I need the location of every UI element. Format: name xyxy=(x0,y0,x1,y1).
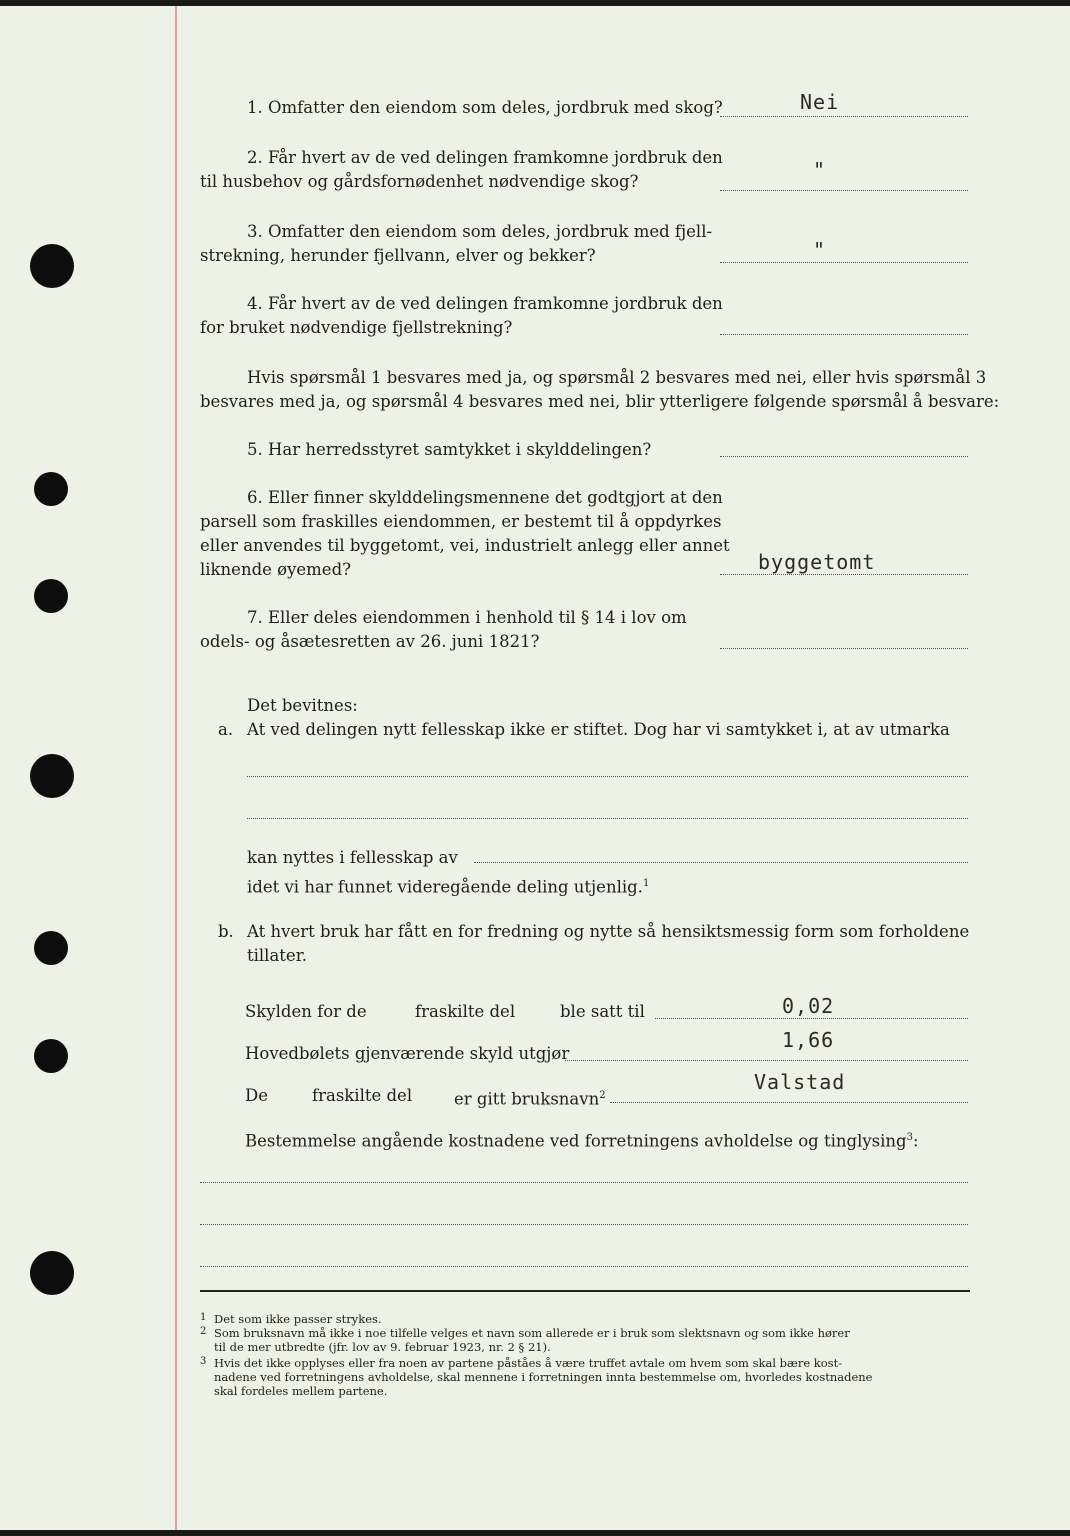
answer-line-2 xyxy=(720,190,968,191)
skyld-value: 0,02 xyxy=(782,994,835,1018)
answer-line-1 xyxy=(720,116,968,117)
certify-a-text: At ved delingen nytt fellesskap ikke er stiftet. Dog har vi samtykket i, at av utmarka xyxy=(247,720,950,739)
document-page xyxy=(0,6,1070,1530)
footnote-2-line-2: til de mer utbredte (jfr. lov av 9. februar 1923, nr. 2 § 21). xyxy=(214,1340,551,1354)
footnote-3-line-3: skal fordeles mellem partene. xyxy=(214,1384,388,1398)
answer-1: Nei xyxy=(800,90,840,114)
question-7-line-1: 7. Eller deles eiendommen i henhold til § 14 i lov om xyxy=(247,608,687,627)
answer-line-7 xyxy=(720,648,968,649)
footnote-3-line-2: nadene ved forretningens avholdelse, skal mennene i forretningen innta bestemmelse om, hvorledes kostnadene xyxy=(214,1370,873,1384)
certify-b-label: b. xyxy=(218,922,234,941)
certify-b-line-2: tillater. xyxy=(247,946,308,965)
footnote-rule xyxy=(200,1290,970,1292)
certify-a-found: idet vi har funnet videregående deling utjenlig.$^1$ xyxy=(247,877,650,897)
skyld-label-2: fraskilte del xyxy=(415,1002,516,1021)
question-7-line-2: odels- og åsætesretten av 26. juni 1821? xyxy=(200,632,540,651)
punch-hole-5 xyxy=(34,931,68,965)
skyld-line xyxy=(655,1018,968,1019)
footnote-1: Det som ikke passer strykes. xyxy=(214,1312,382,1326)
punch-hole-4 xyxy=(30,754,74,798)
kostnad-blank-3 xyxy=(200,1266,968,1267)
navn-label-3: er gitt bruksnavn$^2$ xyxy=(454,1089,606,1109)
question-6-line-3: eller anvendes til byggetomt, vei, industrielt anlegg eller annet xyxy=(200,536,730,555)
question-1: 1. Omfatter den eiendom som deles, jordbruk med skog? xyxy=(247,98,723,117)
certify-a-blank-1 xyxy=(247,776,968,777)
punch-hole-3 xyxy=(34,579,68,613)
question-4-line-2: for bruket nødvendige fjellstrekning? xyxy=(200,318,513,337)
skyld-label-1: Skylden for de xyxy=(245,1002,367,1021)
question-4-line-1: 4. Får hvert av de ved delingen framkomne jordbruk den xyxy=(247,294,723,313)
navn-line xyxy=(610,1102,968,1103)
footnote-3-line-1: Hvis det ikke opplyses eller fra noen av partene påståes å være truffet avtale om hvem som skal bære kost- xyxy=(214,1356,843,1370)
certify-intro: Det bevitnes: xyxy=(247,696,358,715)
kostnad-label: Bestemmelse angående kostnadene ved forretningens avholdelse og tinglysing$^3$: xyxy=(245,1131,919,1151)
answer-line-5 xyxy=(720,456,968,457)
question-3-line-2: strekning, herunder fjellvann, elver og bekker? xyxy=(200,246,596,265)
question-2-line-2: til husbehov og gårdsfornødenhet nødvendige skog? xyxy=(200,172,639,191)
red-margin-line xyxy=(175,6,177,1530)
punch-hole-2 xyxy=(34,472,68,506)
condition-line-2: besvares med ja, og spørsmål 4 besvares med nei, blir ytterligere følgende spørsmål å besvare: xyxy=(200,392,1000,411)
punch-hole-6 xyxy=(34,1039,68,1073)
footnote-1-number: 1 xyxy=(200,1312,207,1323)
hoved-line xyxy=(565,1060,968,1061)
punch-hole-1 xyxy=(30,244,74,288)
condition-line-1: Hvis spørsmål 1 besvares med ja, og spørsmål 2 besvares med nei, eller hvis spørsmål 3 xyxy=(247,368,987,387)
certify-a-shared-line xyxy=(474,862,968,863)
footnote-2-line-1: Som bruksnavn må ikke i noe tilfelle velges et navn som allerede er i bruk som slektsnavn og som ikke hører xyxy=(214,1326,850,1340)
certify-a-blank-2 xyxy=(247,818,968,819)
answer-2: " xyxy=(813,158,827,182)
question-6-line-1: 6. Eller finner skylddelingsmennene det godtgjort at den xyxy=(247,488,723,507)
answer-6: byggetomt xyxy=(758,550,876,574)
answer-line-6 xyxy=(720,574,968,575)
hoved-value: 1,66 xyxy=(782,1028,835,1052)
answer-line-4 xyxy=(720,334,968,335)
footnote-2-number: 2 xyxy=(200,1326,207,1337)
kostnad-blank-2 xyxy=(200,1224,968,1225)
navn-label-2: fraskilte del xyxy=(312,1086,413,1105)
question-6-line-4: liknende øyemed? xyxy=(200,560,351,579)
question-6-line-2: parsell som fraskilles eiendommen, er bestemt til å oppdyrkes xyxy=(200,512,722,531)
certify-a-shared: kan nyttes i fellesskap av xyxy=(247,848,458,867)
question-2-line-1: 2. Får hvert av de ved delingen framkomne jordbruk den xyxy=(247,148,723,167)
navn-label-1: De xyxy=(245,1086,268,1105)
hoved-label: Hovedbølets gjenværende skyld utgjør xyxy=(245,1044,570,1063)
certify-a-label: a. xyxy=(218,720,234,739)
punch-hole-7 xyxy=(30,1251,74,1295)
skyld-label-3: ble satt til xyxy=(560,1002,645,1021)
answer-3: " xyxy=(813,238,827,262)
question-3-line-1: 3. Omfatter den eiendom som deles, jordbruk med fjell- xyxy=(247,222,713,241)
answer-line-3 xyxy=(720,262,968,263)
certify-b-line-1: At hvert bruk har fått en for fredning og nytte så hensiktsmessig form som forholdene xyxy=(247,922,970,941)
footnote-3-number: 3 xyxy=(200,1356,207,1367)
kostnad-blank-1 xyxy=(200,1182,968,1183)
question-5: 5. Har herredsstyret samtykket i skylddelingen? xyxy=(247,440,652,459)
navn-value: Valstad xyxy=(754,1070,846,1094)
